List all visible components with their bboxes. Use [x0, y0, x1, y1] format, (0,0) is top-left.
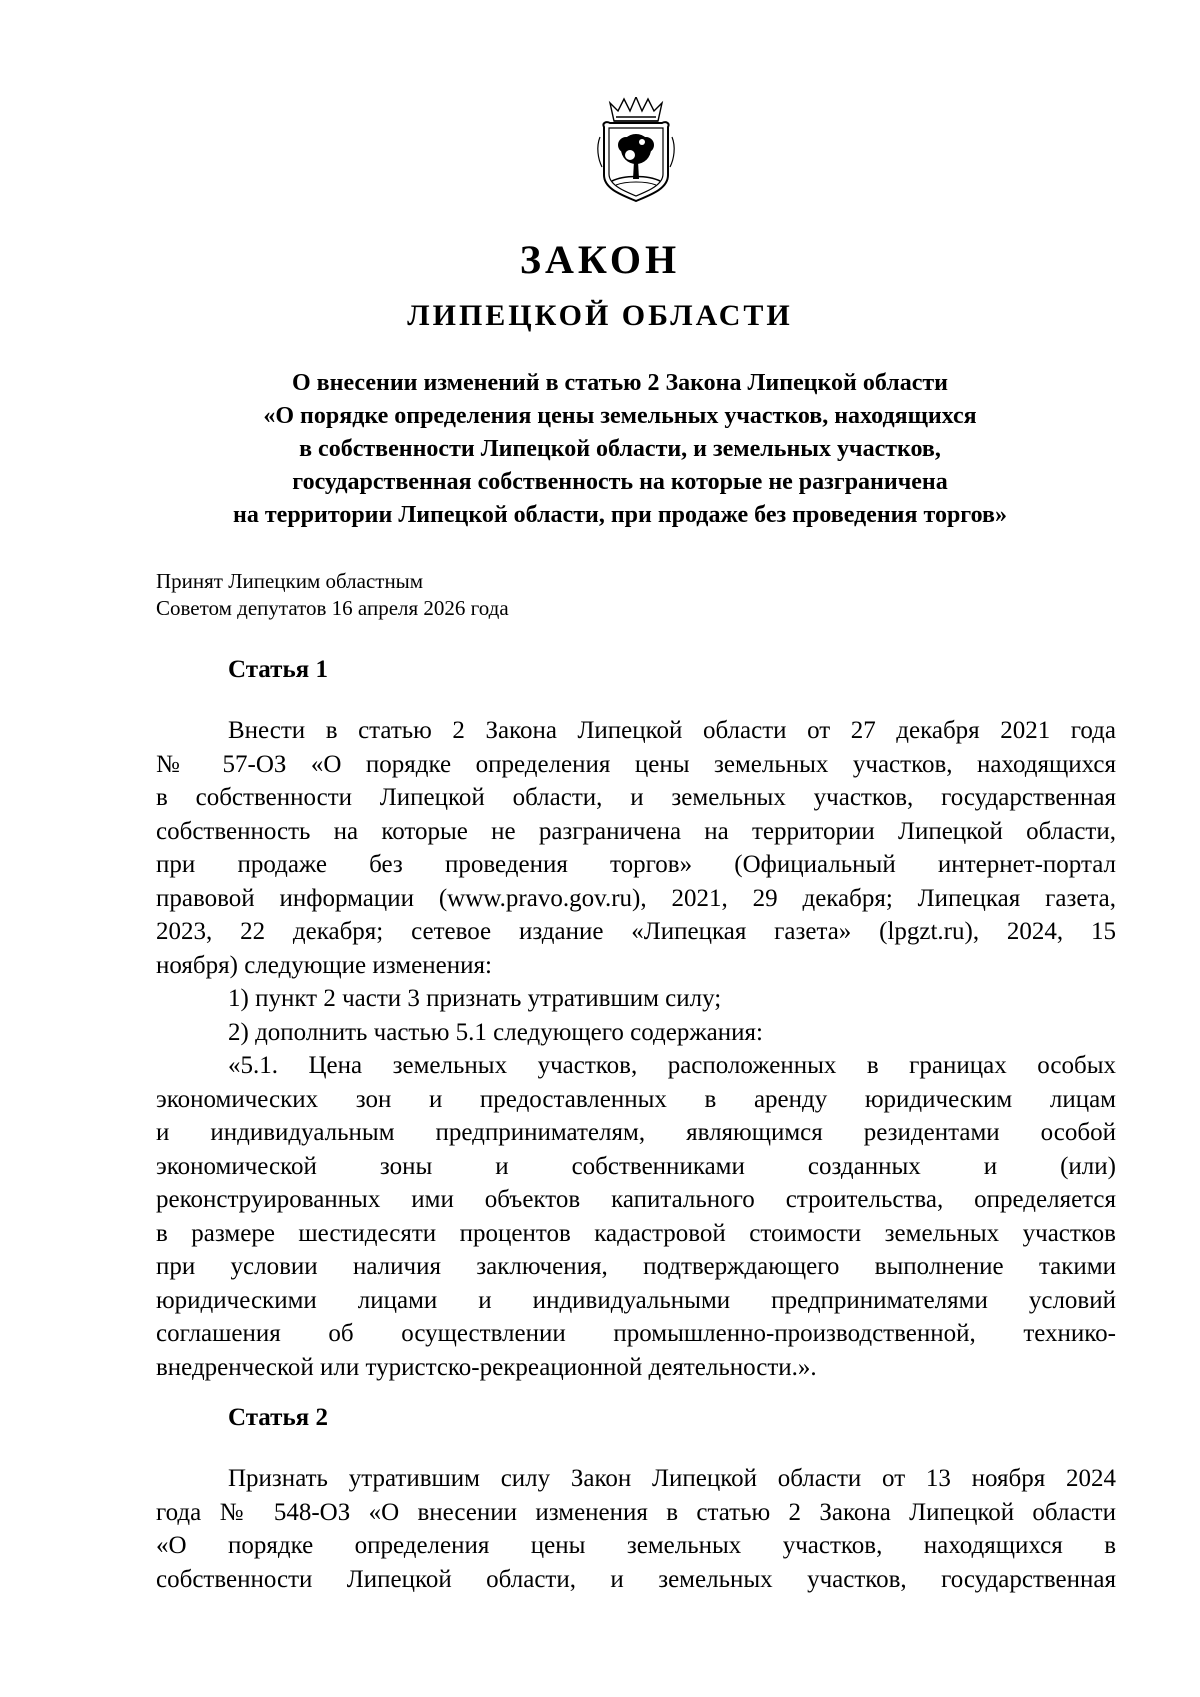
coat-of-arms-emblem [596, 97, 676, 202]
heading-line: государственная собственность на которые не разграничена [292, 469, 948, 495]
quoted-text-line: реконструированных ими объектов капитального строительства, определяется [156, 1186, 1116, 1213]
text-line: Внести в статью 2 Закона Липецкой области от 27 декабря 2021 года [228, 717, 1116, 744]
heading-line: в собственности Липецкой области, и земельных участков, [299, 436, 941, 462]
text-line: ноября) следующие изменения: [156, 951, 492, 979]
text-line: правовой информации (www.pravo.gov.ru), 2021, 29 декабря; Липецкая газета, [156, 884, 1116, 912]
quoted-text-line: соглашения об осуществлении промышленно-производственной, технико- [156, 1320, 1116, 1347]
document-title: ЗАКОН [519, 237, 681, 282]
article-2-title: Статья 2 [228, 1404, 328, 1431]
quoted-text-line: экономических зон и предоставленных в аренду юридическим лицам [156, 1085, 1116, 1113]
quoted-text-line: экономической зоны и собственниками созданных и (или) [156, 1152, 1116, 1180]
heading-line: О внесении изменений в статью 2 Закона Липецкой области [292, 370, 948, 396]
text-line: № 57-ОЗ «О порядке определения цены земельных участков, находящихся [156, 750, 1116, 778]
quoted-text-line: юридическими лицами и индивидуальными предпринимателями условий [156, 1286, 1116, 1314]
text-line: собственность на которые не разграничена на территории Липецкой области, [156, 817, 1116, 845]
text-line: Признать утратившим силу Закон Липецкой области от 13 ноября 2024 [228, 1465, 1116, 1492]
text-line: собственности Липецкой области, и земельных участков, государственная [156, 1565, 1116, 1593]
quoted-text-line: внедренческой или туристско-рекреационной деятельности.». [156, 1353, 817, 1381]
adoption-note [156, 568, 509, 622]
quoted-text-line: в размере шестидесяти процентов кадастровой стоимости земельных участков [156, 1219, 1116, 1247]
article-1-title: Статья 1 [228, 656, 328, 683]
article-2-body [156, 1462, 1116, 1596]
text-line: при продаже без проведения торгов» (Официальный интернет-портал [156, 851, 1116, 878]
adoption-line: Принят Липецким областным [156, 569, 424, 593]
text-line: «О порядке определения цены земельных участков, находящихся в [156, 1532, 1116, 1559]
quoted-text-line: и индивидуальным предпринимателям, являющимся резидентами особой [156, 1119, 1116, 1146]
text-line: года № 548-ОЗ «О внесении изменения в статью 2 Закона Липецкой области [156, 1498, 1116, 1526]
article-1-body [156, 714, 1116, 1384]
heading-line: на территории Липецкой области, при продаже без проведения торгов» [233, 502, 1007, 528]
adoption-line: Советом депутатов 16 апреля 2026 года [156, 596, 509, 620]
document-subtitle: ЛИПЕЦКОЙ ОБЛАСТИ [407, 299, 793, 332]
heading-line: «О порядке определения цены земельных участков, находящихся [263, 403, 977, 429]
quoted-text-line: при условии наличия заключения, подтверждающего выполнение такими [156, 1253, 1116, 1280]
quoted-text-line: «5.1. Цена земельных участков, расположенных в границах особых [228, 1052, 1116, 1079]
text-line: 2023, 22 декабря; сетевое издание «Липецкая газета» (lpgzt.ru), 2024, 15 [156, 918, 1116, 945]
list-item: 2) дополнить частью 5.1 следующего содержания: [228, 1018, 763, 1046]
list-item: 1) пункт 2 части 3 признать утратившим силу; [228, 985, 722, 1012]
law-heading [140, 367, 1100, 532]
text-line: в собственности Липецкой области, и земельных участков, государственная [156, 784, 1116, 811]
